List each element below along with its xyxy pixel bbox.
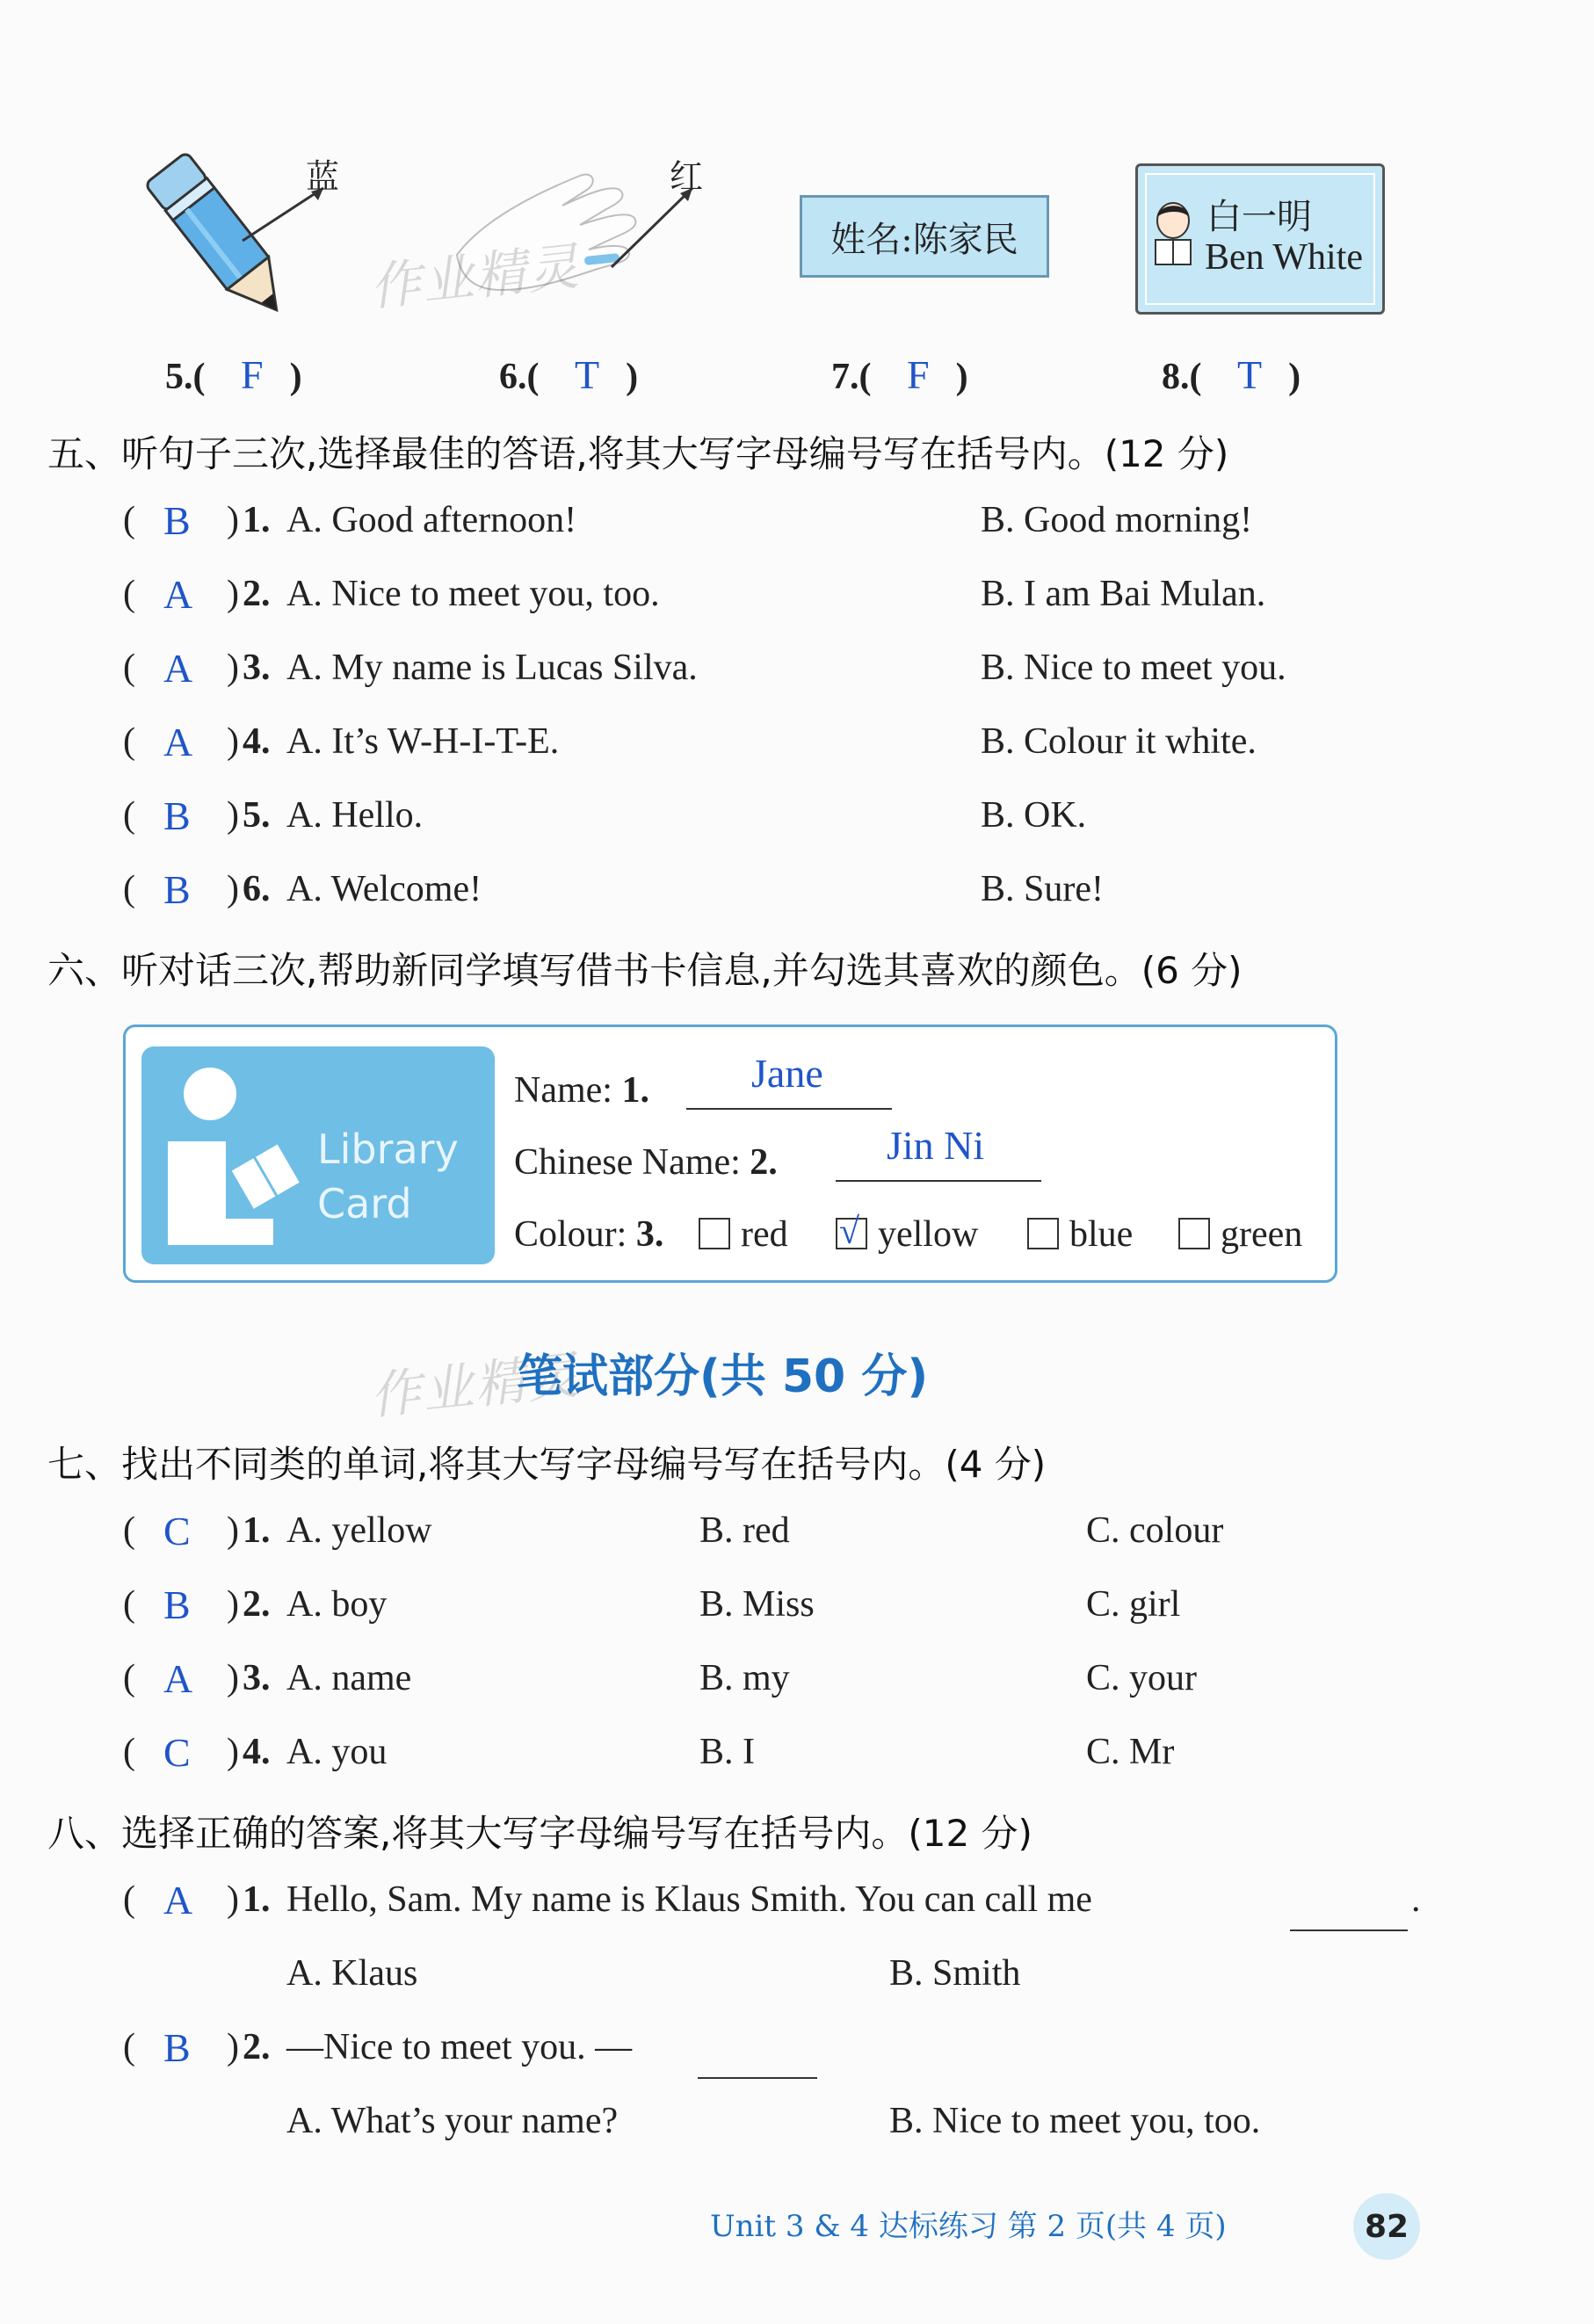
pencil-label: 蓝 (306, 157, 340, 196)
footer-text: Unit 3 & 4 达标练习 第 2 页(共 4 页) (710, 2209, 1227, 2244)
colour-option-yellow[interactable]: √ yellow (836, 1213, 978, 1256)
check-mark: √ (839, 1212, 860, 1252)
tf-item-8: 8.( T ) (1162, 352, 1301, 397)
s8-blank-2 (698, 2047, 817, 2079)
s7-answer-1: C (163, 1509, 191, 1553)
s7-option-b-4: B. I (699, 1732, 755, 1772)
s5-answer-1: B (163, 498, 191, 543)
section-6-heading: 六、听对话三次,帮助新同学填写借书卡信息,并勾选其喜欢的颜色。(6 分) (47, 949, 1243, 992)
name-answer: Jane (751, 1051, 823, 1096)
checkbox-yellow[interactable] (836, 1212, 867, 1252)
s5-answer-5: B (163, 793, 191, 838)
name-box: 姓名:陈家民 (800, 195, 1049, 278)
s8-q2-option-b: B. Nice to meet you, too. (889, 2101, 1261, 2141)
library-card-title-2: Card (317, 1180, 412, 1227)
library-card (123, 1024, 1337, 1283)
colour-option-red[interactable]: red (699, 1213, 788, 1256)
s5-answer-6: B (163, 867, 191, 912)
hand-label: 红 (670, 157, 704, 196)
s7-option-c-2: C. girl (1086, 1584, 1181, 1625)
s7-option-c-1: C. colour (1086, 1510, 1224, 1551)
s5-answer-2: A (163, 572, 193, 617)
watermark: 作业精灵 (366, 235, 583, 318)
s5-option-b-5: B. OK. (981, 795, 1087, 836)
chinese-name-label: Chinese Name: 2. (514, 1142, 778, 1183)
name-label: Name: 1. (514, 1070, 649, 1111)
s7-option-b-1: B. red (699, 1510, 790, 1551)
s8-q2-option-a: A. What’s your name? (286, 2101, 619, 2141)
checkbox-blue[interactable] (1027, 1218, 1059, 1249)
checkbox-red[interactable] (699, 1218, 730, 1249)
s5-option-b-1: B. Good morning! (981, 500, 1253, 540)
s5-option-b-4: B. Colour it white. (981, 721, 1257, 762)
s7-option-c-3: C. your (1086, 1658, 1197, 1698)
checkbox-green[interactable] (1178, 1218, 1210, 1249)
id-card-english-name: Ben White (1205, 237, 1364, 278)
s8-answer-2: B (163, 2025, 191, 2070)
s8-q1-option-b: B. Smith (889, 1953, 1021, 1994)
section-8-heading: 八、选择正确的答案,将其大写字母编号写在括号内。(12 分) (47, 1812, 1032, 1855)
s7-option-b-2: B. Miss (699, 1584, 815, 1625)
id-card-chinese-name: 白一明 (1206, 197, 1312, 237)
s7-answer-3: A (163, 1656, 193, 1701)
id-card (1135, 163, 1385, 315)
s5-option-b-2: B. I am Bai Mulan. (981, 574, 1266, 614)
library-card-title-1: Library (317, 1126, 459, 1173)
s8-answer-1: A (163, 1878, 193, 1922)
s5-answer-4: A (163, 720, 193, 764)
tf-answer-5: F (241, 352, 264, 397)
s7-answer-4: C (163, 1730, 191, 1775)
tf-answer-6: T (575, 352, 600, 397)
colour-option-green[interactable]: green (1178, 1213, 1302, 1256)
tf-item-6: 6.( T ) (499, 352, 639, 397)
section-7-heading: 七、找出不同类的单词,将其大写字母编号写在括号内。(4 分) (47, 1443, 1047, 1486)
tf-answer-7: F (907, 352, 930, 397)
tf-item-5: 5.( F ) (165, 352, 302, 397)
colour-label: Colour: 3. (514, 1214, 664, 1255)
s7-answer-2: B (163, 1582, 191, 1627)
s8-question-1-end: . (1411, 1879, 1421, 1920)
written-part-title: 笔试部分(共 50 分) (517, 1350, 929, 1403)
s7-option-b-3: B. my (699, 1658, 790, 1698)
s5-answer-3: A (163, 646, 193, 691)
s5-option-b-3: B. Nice to meet you. (981, 648, 1286, 688)
section-5-heading: 五、听句子三次,选择最佳的答语,将其大写字母编号写在括号内。(12 分) (47, 432, 1229, 475)
watermark-2: 作业精灵 (366, 1344, 583, 1427)
avatar (1148, 199, 1198, 266)
tf-answer-8: T (1237, 352, 1263, 397)
s8-blank-1 (1290, 1898, 1408, 1931)
page-number: 82 (1353, 2193, 1420, 2260)
s5-option-b-6: B. Sure! (981, 869, 1104, 909)
tf-item-7: 7.( F ) (831, 352, 968, 397)
colour-option-blue[interactable]: blue (1027, 1213, 1133, 1256)
s8-q1-option-a: A. Klaus (286, 1953, 418, 1994)
s7-option-c-4: C. Mr (1086, 1732, 1175, 1772)
chinese-name-answer: Jin Ni (887, 1123, 985, 1168)
library-card-icon (141, 1046, 495, 1264)
